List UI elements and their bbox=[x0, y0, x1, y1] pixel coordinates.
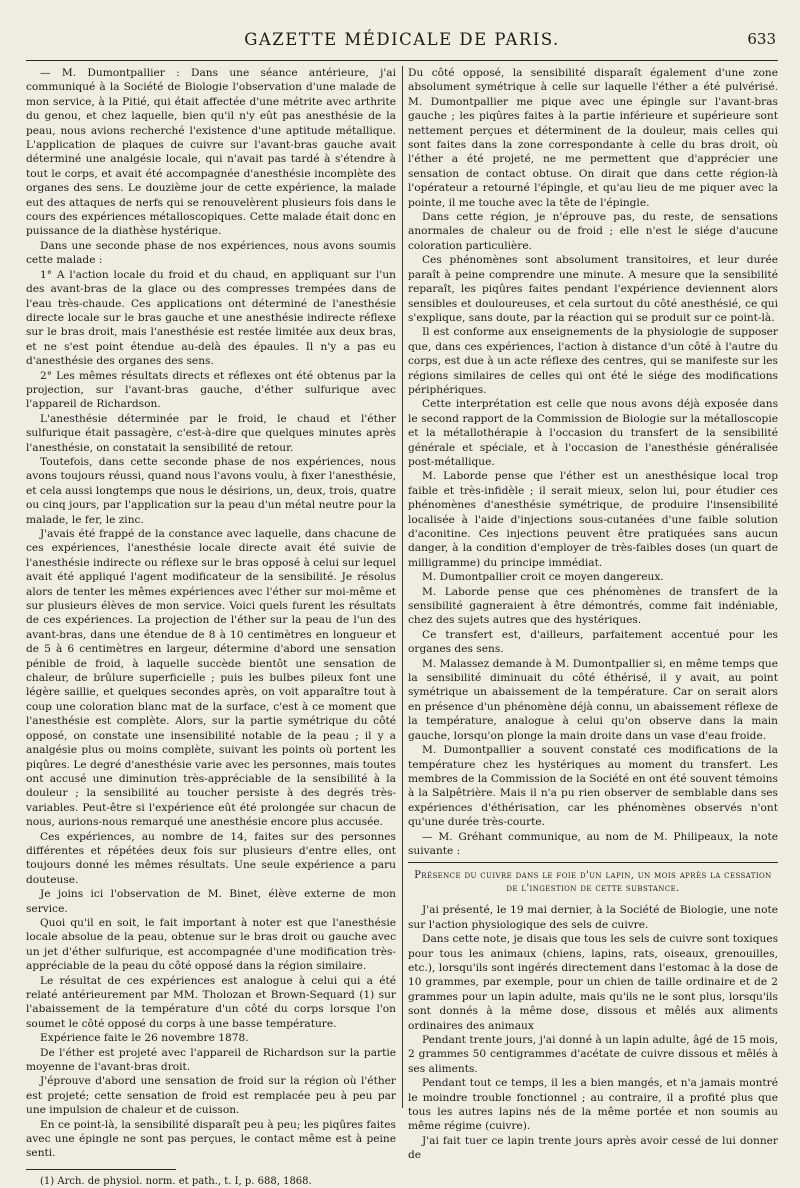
paragraph: Dans cette région, je n'éprouve pas, du reste, de sensations anormales de chaleur ou de froid ; elle n'est le siége d'aucune coloration particulière. bbox=[408, 211, 778, 252]
paragraph: Ce transfert est, d'ailleurs, parfaitement accentué pour les organes des sens. bbox=[408, 628, 778, 656]
paragraph: Du côté opposé, la sensibilité disparaît également d'une zone absolument symétrique à celle sur laquelle l'éther a été pulvérisé. M. Dumontpallier me pique avec une épingle sur l'avant-bras gauche ; les piqûres faites à la partie inférieure et supérieure sont nettement perçues et déterminent de la douleur, mais celles qui sont faites dans la zone correspondante à celle du bras droit, où l'éther a été projeté, ne me permettent que d'apprécier une sensation de contact obtuse. On dirait que dans cette région-là l'opérateur a retourné l'épingle, et qu'au lieu de me piquer avec la pointe, il me touche avec la tête de l'épingle. bbox=[408, 67, 778, 209]
two-column-body bbox=[26, 66, 778, 1188]
footnote-rule bbox=[26, 1169, 176, 1170]
journal-title: GAZETTE MÉDICALE DE PARIS. bbox=[244, 30, 560, 49]
paragraph: Pendant trente jours, j'ai donné à un lapin adulte, âgé de 15 mois, 2 grammes 50 centigrammes d'acétate de cuivre dissous et mêlés à ses aliments. bbox=[408, 1034, 778, 1075]
page-number: 633 bbox=[747, 30, 776, 48]
paragraph: Toutefois, dans cette seconde phase de nos expériences, nous avons toujours réussi, quand nous l'avons voulu, à fixer l'anesthésie, et cela aussi longtemps que nous le désirions, un, deux, trois, quatre ou cinq jours, par l'application sur la peau d'un métal neutre pour la malade, le fer, le zinc. bbox=[26, 455, 396, 526]
paragraph: M. Malassez demande à M. Dumontpallier si, en même temps que la sensibilité diminuait du côté éthérisé, il y avait, au point symétrique un abaissement de la température. Car on serait alors en présence d'un phénomène déjà connu, un abaissement réflexe de la température, analogue à celui qu'on observe dans la main gauche, lorsqu'on plonge la main droite dans un vase d'eau froide. bbox=[408, 657, 778, 742]
paragraph: Ces expériences, au nombre de 14, faites sur des personnes différentes et répétées deux fois sur plusieurs d'entre elles, ont toujours donné les mêmes résultats. Une seule expérience a paru douteuse. bbox=[26, 830, 396, 886]
paragraph: J'ai présenté, le 19 mai dernier, à la Société de Biologie, une note sur l'action physiologique des sels de cuivre. bbox=[408, 904, 778, 931]
paragraph: J'ai fait tuer ce lapin trente jours après avoir cessé de lui donner de bbox=[408, 1134, 778, 1162]
paragraph: Je joins ici l'observation de M. Binet, élève externe de mon service. bbox=[26, 888, 396, 915]
paragraph: Expérience faite le 26 novembre 1878. bbox=[40, 1032, 249, 1045]
paragraph: Ces phénomènes sont absolument transitoires, et leur durée paraît à peine comprendre une minute. A mesure que la sensibilité reparaît, les piqûres faites pendant l'expérience deviennent alors sensibles et douloureuses, et cela surtout du côté anesthésié, ce qui s'explique, sans doute, par la réaction qui se produit sur ce point-là. bbox=[408, 254, 778, 324]
paragraph: En ce point-là, la sensibilité disparaît peu à peu; les piqûres faites avec une épingle ne sont pas perçues, le contact même est à peine senti. bbox=[26, 1118, 396, 1160]
paragraph: J'avais été frappé de la constance avec laquelle, dans chacune de ces expériences, l'anesthésie locale directe avait été suivie de l'anesthésie indirecte ou réflexe sur le bras opposé à celui sur lequel avait été appliqué l'agent modificateur de la sensibilité. Je résolus alors de tenter les mêmes expériences avec l'éther sur moi-même et sur plusieurs élèves de mon service. Voici quels furent les résultats de ces expériences. La projection de l'éther sur la peau de l'un des avant-bras, dans une étendue de 8 à 10 centimètres en longueur et de 5 à 6 centimètres en largeur, détermine d'abord une sensation pénible de froid, à laquelle succède bientôt une sensation de chaleur, de brûlure superficielle ; puis les bulbes pileux font une légère saillie, et quelques secondes après, on voit apparaître tout à coup une coloration blanc mat de la surface, c'est à ce moment que l'anesthésie est complète. Alors, sur la partie symétrique du côté opposé, on constate une insensibilité notable de la peau ; il y a analgésie plus ou moins complète, suivant les points où portent les piqûres. Le degré d'anesthésie varie avec les personnes, mais toutes ont accusé une diminution très-appréciable de la sensibilité à la douleur ; la sensibilité au toucher persiste à des degrés très-variables. Peut-être si l'expérience eût été prolongée sur chacun de nous, aurions-nous remarqué une anesthésie encore plus accusée. bbox=[26, 528, 396, 829]
paragraph: De l'éther est projeté avec l'appareil de Richardson sur la partie moyenne de l'avant-bras droit. bbox=[26, 1046, 396, 1074]
article-title: Présence du cuivre dans le foie d'un lapin, un mois après la cessation de l'ingestion de cette substance. bbox=[408, 862, 778, 895]
paragraph: M. Laborde pense que l'éther est un anesthésique local trop faible et très-infidèle ; il serait mieux, selon lui, pour étudier ces phénomènes d'anesthésie symétrique, de produire l'insensibilité localisée à l'aide d'injections sous-cutanées d'une faible solution d'aconitine. Ces injections peuvent être pratiquées sans aucun danger, à la condition d'employer de très-faibles doses (un quart de milligramme) du principe immédiat. bbox=[408, 470, 778, 569]
paragraph: M. Dumontpallier a souvent constaté ces modifications de la température chez les hystériques au moment du transfert. Les membres de la Commission de la Société en ont été souvent témoins à la Salpêtrière. Mais il n'a pu rien observer de semblable dans ses expériences d'éthérisation, car les phénomènes observés n'ont qu'une durée très-courte. bbox=[408, 744, 778, 829]
running-head bbox=[26, 30, 778, 56]
header-rule bbox=[26, 60, 778, 61]
paragraph: J'éprouve d'abord une sensation de froid sur la région où l'éther est projeté; cette sensation de froid est remplacée peu à peu par une impulsion de chaleur et de cuisson. bbox=[26, 1075, 396, 1117]
paragraph: L'anesthésie déterminée par le froid, le chaud et l'éther sulfurique était passagère, c'est-à-dire que quelques minutes après l'anesthésie, on constatait la sensibilité de retour. bbox=[26, 412, 396, 454]
paragraph: — M. Dumontpallier : Dans une séance antérieure, j'ai communiqué à la Société de Biologie l'observation d'une malade de mon service, à la Pitié, qui était affectée d'une métrite avec arthrite du genou, et chez laquelle, bien qu'il n'y eût pas anesthésie de la peau, nous avions recherché l'existence d'une aptitude métallique. L'application de plaques de cuivre sur l'avant-bras gauche avait déterminé une analgésie locale, qui n'avait pas tardé à s'étendre à tout le corps, et avait été accompagnée d'anesthésie incomplète des organes des sens. Le douzième jour de cette expérience, la malade eut des attaques de nerfs qui se renouvelèrent plusieurs fois dans le cours des expériences métalloscopiques. Cette malade était donc en puissance de la diathèse hystérique. bbox=[26, 67, 396, 238]
paragraph: M. Laborde pense que ces phénomènes de transfert de la sensibilité gagneraient à être démontrés, comme fait indéniable, chez des sujets autres que des hystériques. bbox=[408, 585, 778, 627]
paragraph: 1° A l'action locale du froid et du chaud, en appliquant sur l'un des avant-bras de la glace ou des compresses trempées dans de l'eau très-chaude. Ces applications ont déterminé de l'anesthésie directe locale sur le bras gauche et une anesthésie indirecte réflexe sur le bras droit, mais l'anesthésie est restée limitée aux deux bras, et ne s'est point étendue au-delà des épaules. Il n'y a pas eu d'anesthésie des organes des sens. bbox=[26, 268, 396, 368]
paragraph: Le résultat de ces expériences est analogue à celui qui a été relaté antérieurement par MM. Tholozan et Brown-Sequard (1) sur l'abaissement de la température d'un côté du corps lorsque l'on soumet le côté opposé du corps à une basse température. bbox=[26, 974, 396, 1030]
right-column bbox=[408, 66, 778, 1188]
paragraph: Dans cette note, je disais que tous les sels de cuivre sont toxiques pour tous les animaux (chiens, lapins, rats, oiseaux, grenouilles, etc.), lorsqu'ils sont ingérés directement dans l'estomac à la dose de 10 grammes, par exemple, pour un chien de taille ordinaire et de 2 grammes pour un lapin adulte, mais qu'ils ne le sont plus, lorsqu'ils sont donnés à la même dose, dissous et mêlés aux aliments ordinaires des animaux bbox=[408, 933, 778, 1032]
left-column bbox=[26, 66, 396, 1188]
paragraph: 2° Les mêmes résultats directs et réflexes ont été obtenus par la projection, sur l'avant-bras gauche, d'éther sulfurique avec l'appareil de Richardson. bbox=[26, 369, 396, 411]
paragraph: — M. Gréhant communique, au nom de M. Philipeaux, la note suivante : bbox=[408, 830, 778, 857]
paragraph: Pendant tout ce temps, il les a bien mangés, et n'a jamais montré le moindre trouble fonctionnel ; au contraire, il a profité plus que tous les autres lapins nés de la même portée et non soumis au même régime (cuivre). bbox=[408, 1077, 778, 1133]
paragraph: Cette interprétation est celle que nous avons déjà exposée dans le second rapport de la Commission de Biologie sur la métalloscopie et la métallothérapie à l'occasion du transfert de la sensibilité générale et spéciale, et à l'occasion de l'anesthésie généralisée post-métallique. bbox=[408, 398, 778, 468]
paragraph: Il est conforme aux enseignements de la physiologie de supposer que, dans ces expériences, l'action à distance d'un côté à l'autre du corps, est due à un acte réflexe des centres, qui se manifeste sur les régions similaires de celles qui ont été le siége des modifications périphériques. bbox=[408, 326, 778, 396]
paragraph: M. Dumontpallier croit ce moyen dangereux. bbox=[422, 571, 664, 584]
paragraph: Dans une seconde phase de nos expériences, nous avons soumis cette malade : bbox=[26, 239, 396, 267]
footnote: (1) Arch. de physiol. norm. et path., t. I, p. 688, 1868. bbox=[40, 1175, 312, 1187]
paragraph: Quoi qu'il en soit, le fait important à noter est que l'anesthésie locale absolue de la peau, obtenue sur le bras droit ou gauche avec un jet d'éther sulfurique, est accompagnée d'une modification très-appréciable de la peau du côté opposé dans la région similaire. bbox=[26, 916, 396, 973]
